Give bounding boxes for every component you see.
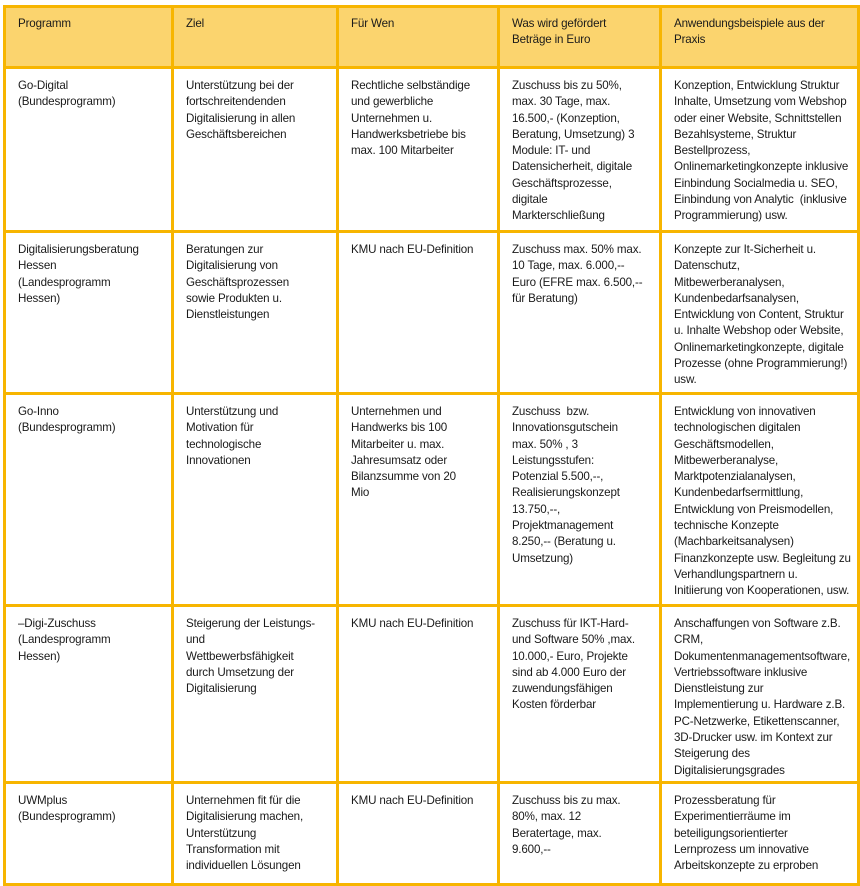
cell-programm: Go-Digital (Bundesprogramm) bbox=[5, 68, 173, 232]
cell-ziel: Unterstützung bei der fortschreitendenden Digitalisierung in allen Geschäftsbereichen bbox=[173, 68, 338, 232]
cell-fuer-wen: KMU nach EU-Definition bbox=[338, 783, 499, 885]
cell-foerderung: Zuschuss max. 50% max. 10 Tage, max. 6.000,-- Euro (EFRE max. 6.500,-- für Beratung) bbox=[499, 232, 661, 394]
cell-ziel: Unternehmen fit für die Digitalisierung machen, Unterstützung Transformation mit individuellen Lösungen bbox=[173, 783, 338, 885]
cell-foerderung: Zuschuss bis zu 50%, max. 30 Tage, max. 16.500,- (Konzeption, Beratung, Umsetzung) 3 Module: IT- und Datensicherheit, digitale Geschäftsprozesse, digitale Markterschließung bbox=[499, 68, 661, 232]
cell-programm: Digitalisierungsberatung Hessen (Landesprogramm Hessen) bbox=[5, 232, 173, 394]
cell-foerderung: Zuschuss bis zu max. 80%, max. 12 Beratertage, max. 9.600,-- bbox=[499, 783, 661, 885]
table-row bbox=[5, 232, 859, 394]
header-fuer-wen: Für Wen bbox=[338, 7, 499, 68]
cell-anwendungsbeispiele: Entwicklung von innovativen technologischen digitalen Geschäftsmodellen, Mitbewerberanalyse, Marktpotenzialanalysen, Kundenbedarfsermittlung, Entwicklung von Preismodellen, technische Konzepte (Machbarkeitsanalysen) Finanzkonzepte usw. Begleitung zu Verhandlungspartnern u. Initiierung von Kooperationen, usw. bbox=[661, 394, 859, 606]
cell-fuer-wen: Rechtliche selbständige und gewerbliche Unternehmen u. Handwerksbetriebe bis max. 100 Mitarbeiter bbox=[338, 68, 499, 232]
table-row bbox=[5, 783, 859, 885]
cell-ziel: Beratungen zur Digitalisierung von Geschäftsprozessen sowie Produkten u. Dienstleistungen bbox=[173, 232, 338, 394]
cell-foerderung: Zuschuss bzw. Innovationsgutschein max. 50% , 3 Leistungsstufen: Potenzial 5.500,--, Realisierungskonzept 13.750,--, Projektmanagement 8.250,-- (Beratung u. Umsetzung) bbox=[499, 394, 661, 606]
header-programm: Programm bbox=[5, 7, 173, 68]
funding-programs-table bbox=[3, 5, 860, 886]
table-row bbox=[5, 394, 859, 606]
cell-programm: –Digi-Zuschuss (Landesprogramm Hessen) bbox=[5, 606, 173, 783]
cell-fuer-wen: KMU nach EU-Definition bbox=[338, 232, 499, 394]
cell-programm: Go-Inno (Bundesprogramm) bbox=[5, 394, 173, 606]
cell-ziel: Unterstützung und Motivation für technologische Innovationen bbox=[173, 394, 338, 606]
header-ziel: Ziel bbox=[173, 7, 338, 68]
header-anwendungsbeispiele: Anwendungsbeispiele aus der Praxis bbox=[661, 7, 859, 68]
cell-programm: UWMplus (Bundesprogramm) bbox=[5, 783, 173, 885]
cell-anwendungsbeispiele: Anschaffungen von Software z.B. CRM, Dokumentenmanagementsoftware, Vertriebssoftware inklusive Dienstleistung zur Implementierung u. Hardware z.B. PC-Netzwerke, Etikettenscanner, 3D-Drucker usw. im Kontext zur Steigerung des Digitalisierungsgrades bbox=[661, 606, 859, 783]
cell-fuer-wen: Unternehmen und Handwerks bis 100 Mitarbeiter u. max. Jahresumsatz oder Bilanzsumme von 20 Mio bbox=[338, 394, 499, 606]
cell-fuer-wen: KMU nach EU-Definition bbox=[338, 606, 499, 783]
header-foerderung: Was wird gefördert Beträge in Euro bbox=[499, 7, 661, 68]
cell-anwendungsbeispiele: Konzepte zur It-Sicherheit u. Datenschutz, Mitbewerberanalysen, Kundenbedarfsanalysen, Entwicklung von Content, Struktur u. Inhalte Webshop oder Website, Onlinemarketingkonzepte, digitale Prozesse (ohne Programmierung!) usw. bbox=[661, 232, 859, 394]
cell-ziel: Steigerung der Leistungs- und Wettbewerbsfähigkeit durch Umsetzung der Digitalisierung bbox=[173, 606, 338, 783]
table-row bbox=[5, 606, 859, 783]
cell-anwendungsbeispiele: Prozessberatung für Experimentierräume im beteiligungsorientierter Lernprozess um innovative Arbeitskonzepte zu erproben bbox=[661, 783, 859, 885]
cell-foerderung: Zuschuss für IKT-Hard- und Software 50% ,max. 10.000,- Euro, Projekte sind ab 4.000 Euro der zuwendungsfähigen Kosten förderbar bbox=[499, 606, 661, 783]
table-row bbox=[5, 68, 859, 232]
cell-anwendungsbeispiele: Konzeption, Entwicklung Struktur Inhalte, Umsetzung vom Webshop oder einer Website, Schnittstellen Bezahlsysteme, Struktur Bestellprozess, Onlinemarketingkonzepte inklusive Einbindung Socialmedia u. SEO, Einbindung von Analytic (inklusive Programmierung) usw. bbox=[661, 68, 859, 232]
header-row bbox=[5, 7, 859, 68]
